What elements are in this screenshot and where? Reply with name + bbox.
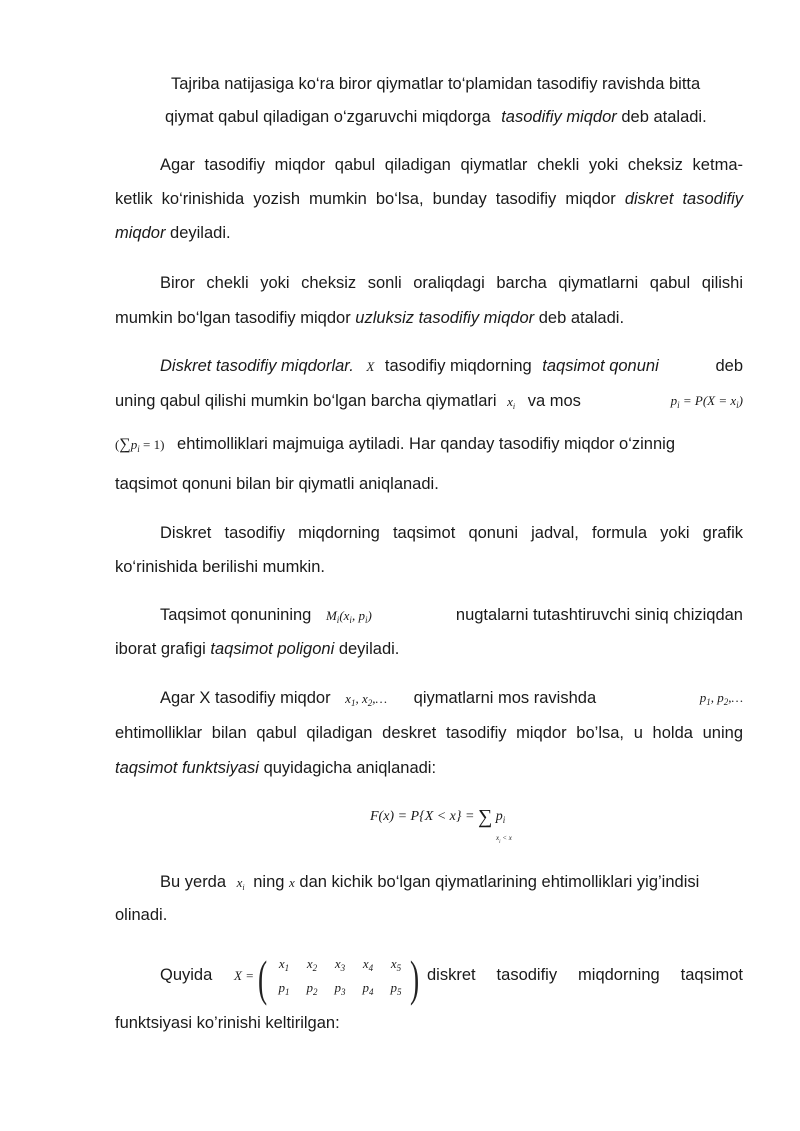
- text: qiymat qabul qiladigan o‘zgaruvchi miqdorga: [165, 108, 491, 126]
- para8-line-2: olinadi.: [115, 906, 168, 924]
- emphasis-term: uzluksiz tasodifiy miqdor: [355, 309, 535, 327]
- text: deyiladi.: [170, 224, 231, 242]
- para4-line-4: taqsimot qonuni bilan bir qiymatli aniqlanadi.: [115, 475, 439, 493]
- text: nugtalarni tutashtiruvchi siniq chiziqdan: [455, 606, 743, 624]
- matrix-cell-x1: $x_1$: [278, 956, 290, 973]
- right-paren: ): [410, 950, 420, 1006]
- left-paren: (: [258, 950, 268, 1006]
- text: qiymatlarni mos ravishda: [413, 689, 597, 707]
- para2-line-2: [115, 187, 743, 211]
- para9-line-1: diskret tasodifiy miqdorning taqsimot: [427, 966, 743, 984]
- definition-line-1: Tajriba natijasiga ko‘ra biror qiymatlar to‘plamidan tasodifiy ravishda bitta: [171, 75, 701, 93]
- point-formula: $M_i(x_i$, $p_i$): [325, 608, 372, 625]
- para4-line-2: [115, 389, 743, 419]
- text: ketlik ko‘rinishida yozish mumkin bo‘lsa, bunday tasodifiy miqdor: [115, 190, 616, 208]
- matrix-cell-x2: $x_2$: [306, 956, 318, 973]
- values-formula: $x_1$, $x_2,\dots$: [345, 691, 388, 708]
- text: mumkin bo‘lgan tasodifiy miqdor: [115, 309, 351, 327]
- text: uning qabul qilishi mumkin bo‘lgan barcha qiymatlari: [115, 392, 497, 410]
- text: deb: [715, 357, 743, 375]
- para9-line-2: funktsiyasi ko’rinishi keltirilgan:: [115, 1014, 340, 1032]
- matrix-cell-p2: $p_2$: [306, 980, 318, 997]
- text: iborat grafigi: [115, 640, 206, 658]
- text: Taqsimot qonunining: [160, 606, 312, 624]
- math-variable: x: [236, 875, 243, 890]
- math-subscript: i: [512, 402, 516, 411]
- probabilities-formula: $p_1$, $p_2,\dots$: [699, 690, 743, 707]
- matrix-cell-x5: $x_5$: [390, 956, 402, 973]
- text: dan kichik bo‘lgan qiymatlarining ehtimolliklari yig’indisi: [299, 873, 700, 891]
- text: va mos: [527, 392, 581, 410]
- para4-line-3: [115, 432, 743, 461]
- emphasis-term: taqsimot qonuni: [542, 357, 659, 375]
- text: deb ataladi.: [621, 108, 707, 126]
- text: deb ataladi.: [538, 309, 625, 327]
- para2-line-1: Agar tasodifiy miqdor qabul qiladigan qiymatlar chekli yoki cheksiz ketma-: [160, 156, 743, 174]
- para7-line-3: [115, 756, 436, 780]
- emphasis-term: miqdor: [115, 224, 166, 242]
- distribution-matrix: [228, 950, 428, 1007]
- math-variable: x: [289, 875, 295, 890]
- para7-line-2: ehtimolliklar bilan qabul qiladigan deskret tasodifiy miqdor bo’lsa, u holda uning: [115, 724, 743, 742]
- matrix-cell-x3: $x_3$: [334, 956, 346, 973]
- matrix-cell-p5: $p_5$: [390, 980, 402, 997]
- para6-line-2: [115, 637, 399, 661]
- sum-condition-formula: $(\sum p_i = 1)$: [115, 436, 165, 454]
- text: Agar X tasodifiy miqdor: [160, 689, 331, 707]
- text: tasodifiy miqdorning: [384, 357, 532, 375]
- text: deyiladi.: [338, 640, 400, 658]
- probability-formula: $p_i = P(X = x_i)$: [670, 393, 743, 410]
- math-subscript: i: [242, 883, 245, 892]
- text: ning: [253, 873, 285, 891]
- emphasis-term: taqsimot poligoni: [210, 640, 335, 658]
- definition-line-2: [165, 105, 707, 129]
- text: quyidagicha aniqlanadi:: [263, 759, 437, 777]
- emphasis-term: diskret tasodifiy: [624, 190, 743, 208]
- para8-line-1: [160, 870, 743, 900]
- emphasis-term: Diskret tasodifiy miqdorlar.: [160, 357, 354, 375]
- para5-line-2: ko‘rinishida berilishi mumkin.: [115, 558, 325, 576]
- para3-line-1: Biror chekli yoki cheksiz sonli oraliqdagi barcha qiymatlarni qabul qilishi: [160, 274, 743, 292]
- para7-line-1: [160, 686, 743, 715]
- matrix-cell-p1: $p_1$: [278, 980, 290, 997]
- text: Bu yerda: [160, 873, 227, 891]
- para9-intro: Quyida: [160, 966, 213, 984]
- math-variable: x: [507, 394, 513, 409]
- para2-line-3: [115, 221, 231, 245]
- para3-line-2: [115, 306, 624, 330]
- para5-line-1: Diskret tasodifiy miqdorning taqsimot qonuni jadval, formula yoki grafik: [160, 524, 743, 542]
- matrix-cell-p4: $p_4$: [362, 980, 374, 997]
- sum-subscript: $x_i < x$: [496, 834, 512, 845]
- para6-line-1: [160, 603, 743, 632]
- math-variable: X: [366, 359, 375, 374]
- distribution-function-formula: F(x) = P{X < x} = ∑ $p_i$: [370, 806, 506, 828]
- matrix-cell-p3: $p_3$: [334, 980, 346, 997]
- emphasis-term: taqsimot funktsiyasi: [115, 759, 259, 777]
- matrix-lhs: X =: [234, 968, 254, 983]
- para4-line-1: [160, 354, 743, 379]
- matrix-cell-x4: $x_4$: [362, 956, 374, 973]
- emphasis-term: tasodifiy miqdor: [501, 108, 617, 126]
- text: ehtimolliklari majmuiga aytiladi. Har qanday tasodifiy miqdor o‘zinnig: [177, 435, 676, 453]
